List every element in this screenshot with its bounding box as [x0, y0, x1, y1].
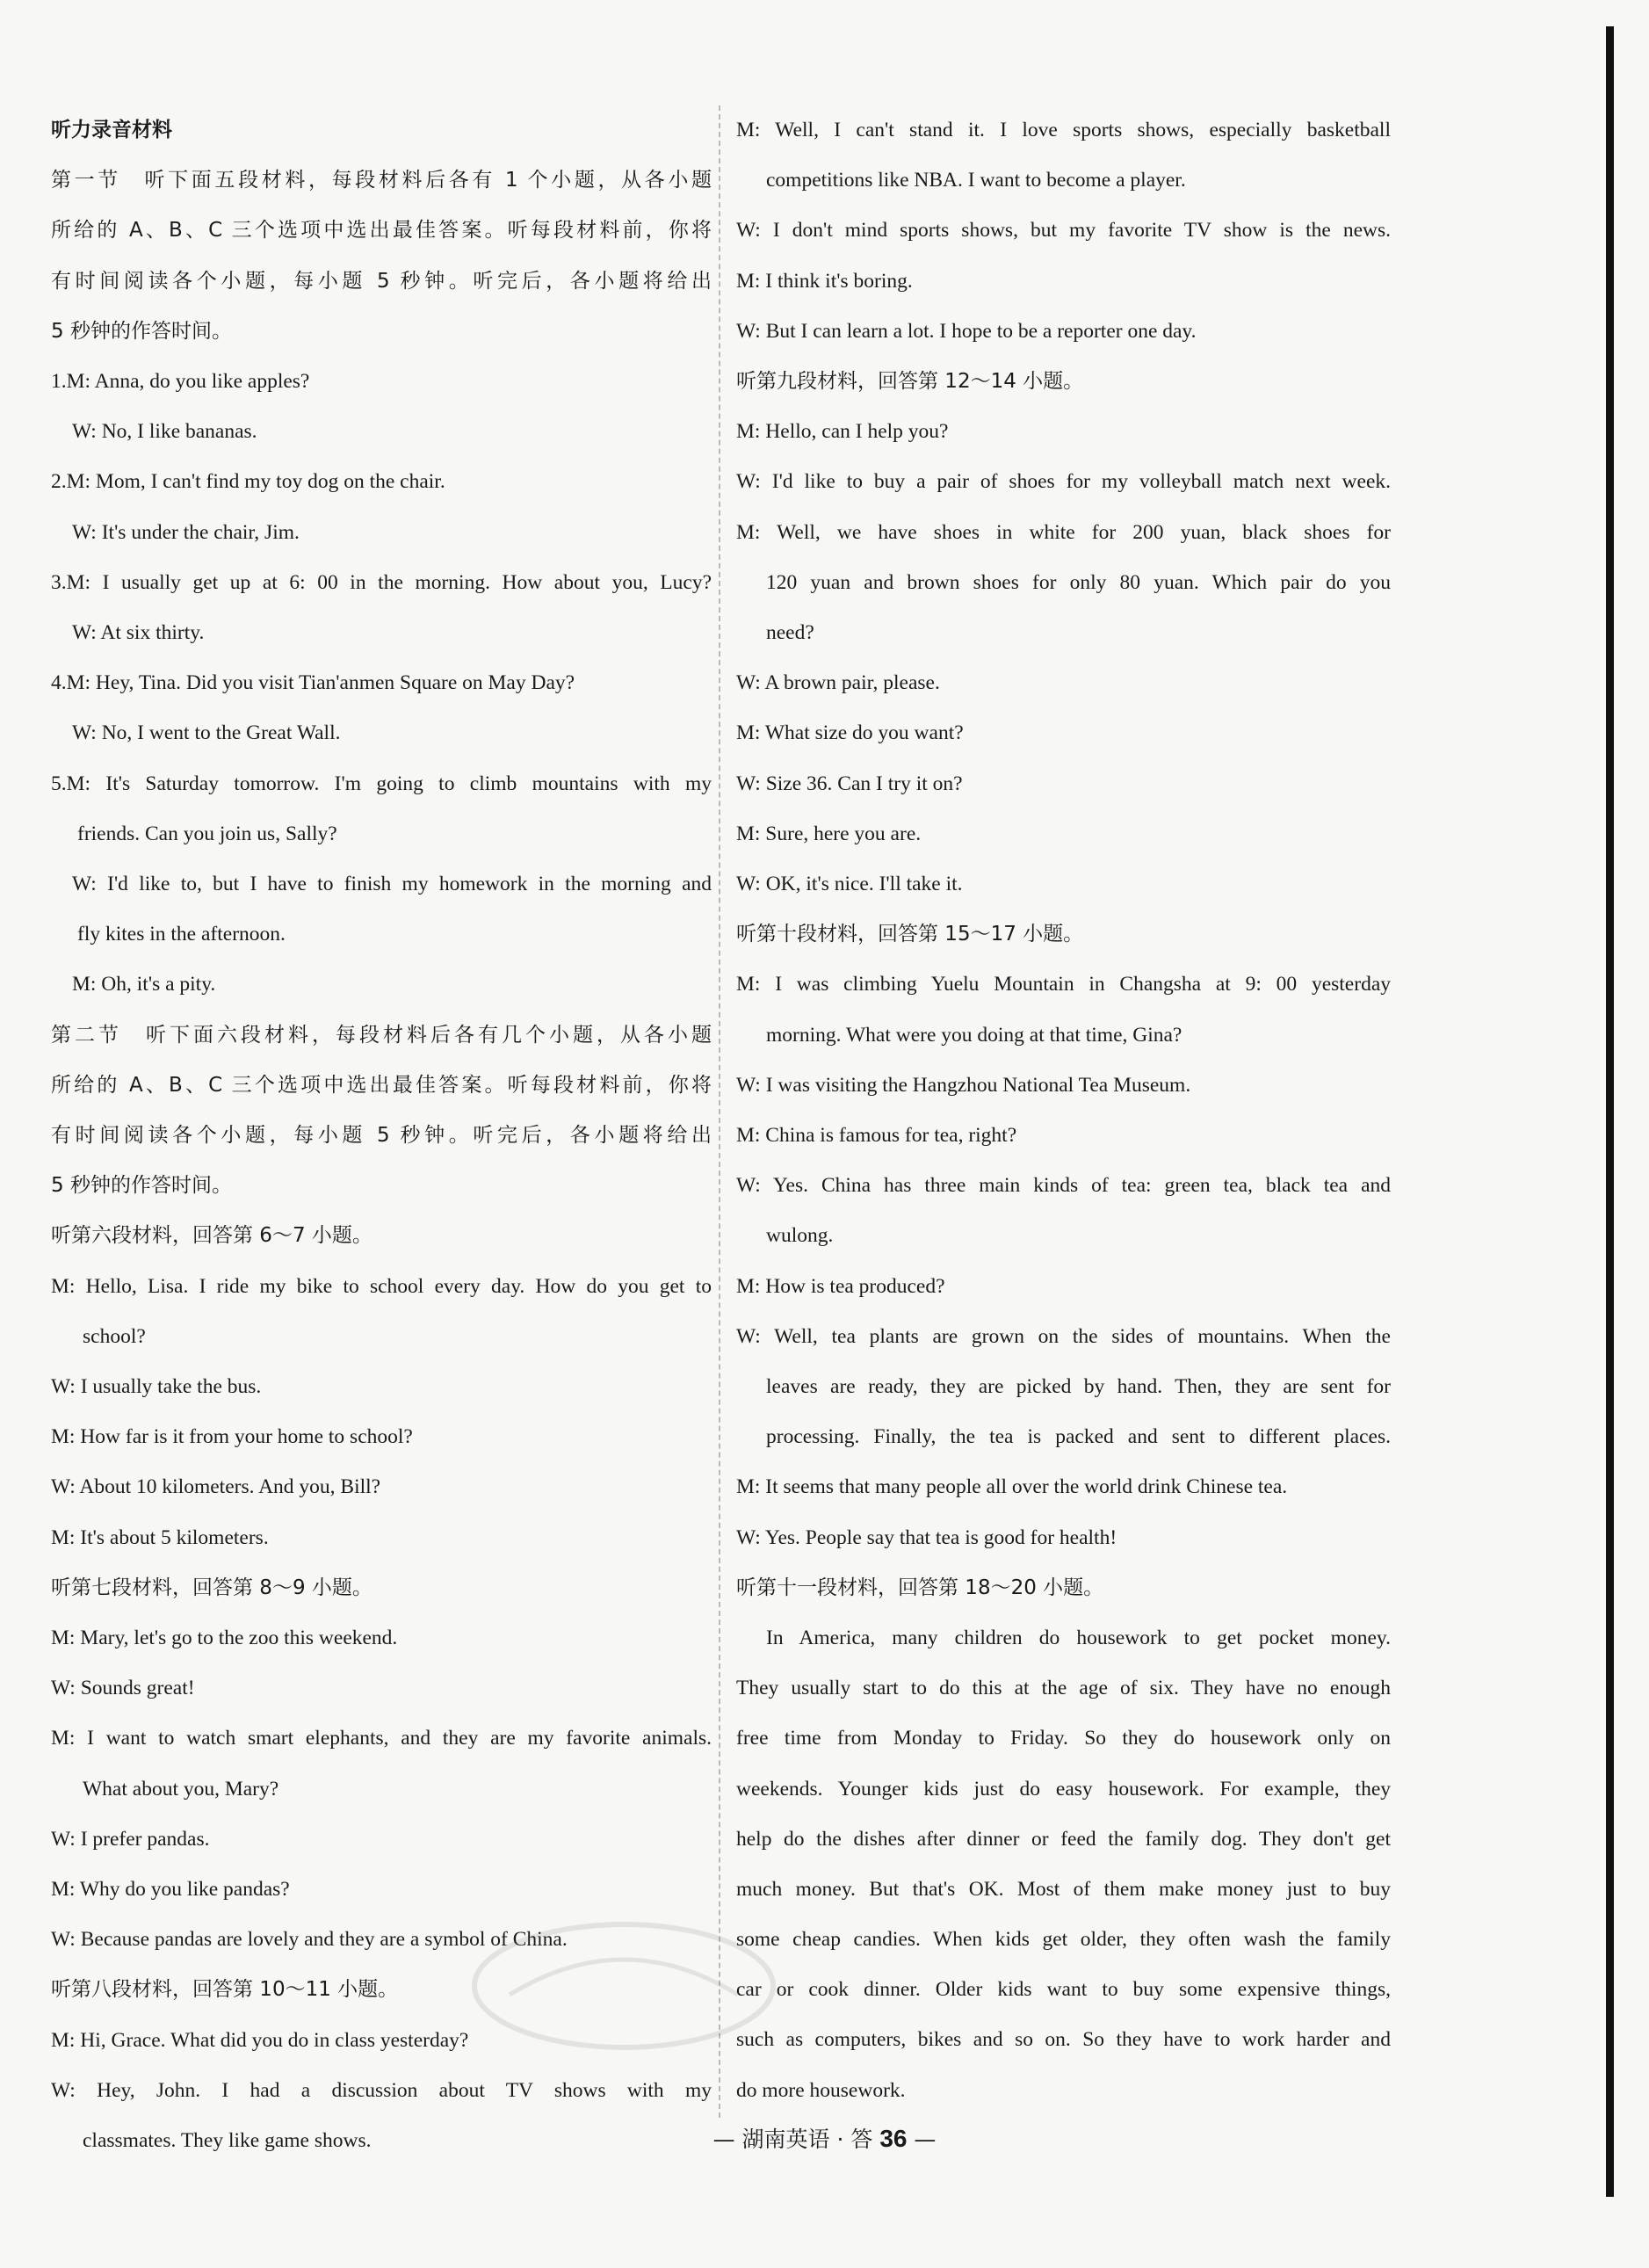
footer-label: — 湖南英语 · 答	[712, 2127, 873, 2152]
text-line: 听第七段材料，回答第 8～9 小题。	[51, 1576, 372, 1599]
text-line: W: Yes. People say that tea is good for health!	[736, 1525, 1117, 1549]
text-line: M: Why do you like pandas?	[51, 1877, 290, 1901]
text-line: 2.M: Mom, I can't find my toy dog on the chair.	[51, 470, 445, 494]
text-line: W: A brown pair, please.	[736, 671, 940, 695]
text-line: M: What size do you want?	[736, 721, 964, 745]
faint-stamp-mark	[457, 1907, 791, 2065]
text-line: W: Sounds great!	[51, 1677, 195, 1700]
text-line: 听力录音材料	[51, 119, 172, 141]
text-line: wulong.	[766, 1224, 834, 1248]
text-line: In America, many children do housework to get pocket money.	[766, 1626, 1391, 1649]
text-line: 3.M: I usually get up at 6: 00 in the morning. How about you, Lucy?	[51, 570, 712, 594]
text-line: do more housework.	[736, 2078, 906, 2102]
text-line: 有时间阅读各个小题，每小题 5 秒钟。听完后，各小题将给出	[51, 269, 712, 293]
text-line: They usually start to do this at the age of six. They have no enough	[736, 1677, 1391, 1700]
text-line: M: Well, I can't stand it. I love sports shows, especially basketball	[736, 119, 1391, 141]
text-line: W: No, I went to the Great Wall.	[72, 721, 341, 745]
text-line: W: Well, tea plants are grown on the sides of mountains. When the	[736, 1324, 1391, 1348]
text-line: 所给的 A、B、C 三个选项中选出最佳答案。听每段材料前，你将	[51, 219, 712, 243]
text-line: competitions like NBA. I want to become a player.	[766, 169, 1186, 192]
text-line: M: It's about 5 kilometers.	[51, 1525, 269, 1549]
text-line: What about you, Mary?	[83, 1777, 279, 1801]
text-line: M: I think it's boring.	[736, 269, 913, 293]
text-line: such as computers, bikes and so on. So they have to work harder and	[736, 2028, 1391, 2052]
text-line: W: About 10 kilometers. And you, Bill?	[51, 1475, 381, 1499]
scan-edge-bar	[1606, 26, 1614, 2197]
right-column	[736, 105, 1391, 2116]
text-line: W: No, I like bananas.	[72, 420, 257, 444]
text-line: help do the dishes after dinner or feed the family dog. They don't get	[736, 1827, 1391, 1851]
text-line: W: Hey, John. I had a discussion about TV shows with my	[51, 2078, 712, 2102]
text-line: 听第六段材料，回答第 6～7 小题。	[51, 1224, 372, 1248]
text-line: 5.M: It's Saturday tomorrow. I'm going to climb mountains with my	[51, 772, 712, 795]
text-line: car or cook dinner. Older kids want to buy some expensive things,	[736, 1978, 1391, 2002]
text-line: M: I want to watch smart elephants, and they are my favorite animals.	[51, 1727, 712, 1750]
text-line: W: I was visiting the Hangzhou National Tea Museum.	[736, 1073, 1191, 1097]
text-line: classmates. They like game shows.	[83, 2128, 372, 2152]
text-line: 听第九段材料，回答第 12～14 小题。	[736, 369, 1084, 393]
text-line: W: At six thirty.	[72, 620, 205, 644]
text-line: 第一节 听下面五段材料，每段材料后各有 1 个小题，从各小题	[51, 169, 712, 192]
text-line: M: How far is it from your home to school?	[51, 1425, 413, 1449]
column-divider	[719, 105, 720, 2118]
text-line: W: I usually take the bus.	[51, 1374, 262, 1398]
text-line: W: OK, it's nice. I'll take it.	[736, 872, 963, 895]
text-line: M: Mary, let's go to the zoo this weekend.	[51, 1626, 398, 1649]
text-line: friends. Can you join us, Sally?	[77, 822, 337, 845]
text-line: M: How is tea produced?	[736, 1274, 945, 1298]
text-line: W: Yes. China has three main kinds of tea: green tea, black tea and	[736, 1174, 1391, 1198]
footer-suffix: —	[914, 2127, 937, 2152]
text-line: need?	[766, 620, 814, 644]
text-line: W: Size 36. Can I try it on?	[736, 772, 963, 795]
text-line: W: But I can learn a lot. I hope to be a reporter one day.	[736, 319, 1197, 343]
text-line: 所给的 A、B、C 三个选项中选出最佳答案。听每段材料前，你将	[51, 1073, 712, 1097]
text-line: 4.M: Hey, Tina. Did you visit Tian'anmen Square on May Day?	[51, 671, 575, 695]
text-line: free time from Monday to Friday. So they do housework only on	[736, 1727, 1391, 1750]
text-line: W: Because pandas are lovely and they are a symbol of China.	[51, 1928, 568, 1952]
text-line: processing. Finally, the tea is packed and sent to different places.	[766, 1425, 1391, 1449]
text-line: M: China is famous for tea, right?	[736, 1123, 1017, 1147]
text-line: W: It's under the chair, Jim.	[72, 520, 300, 544]
text-line: 第二节 听下面六段材料，每段材料后各有几个小题，从各小题	[51, 1023, 712, 1047]
text-line: much money. But that's OK. Most of them make money just to buy	[736, 1877, 1391, 1901]
text-line: M: Hello, can I help you?	[736, 420, 949, 444]
text-line: W: I'd like to buy a pair of shoes for my volleyball match next week.	[736, 470, 1391, 494]
text-line: M: Hello, Lisa. I ride my bike to school every day. How do you get to	[51, 1274, 712, 1298]
text-line: 1.M: Anna, do you like apples?	[51, 369, 310, 393]
text-line: weekends. Younger kids just do easy housework. For example, they	[736, 1777, 1391, 1801]
text-line: M: I was climbing Yuelu Mountain in Changsha at 9: 00 yesterday	[736, 973, 1391, 996]
text-line: W: I prefer pandas.	[51, 1827, 210, 1851]
text-line: some cheap candies. When kids get older, they often wash the family	[736, 1928, 1391, 1952]
text-line: 听第十段材料，回答第 15～17 小题。	[736, 923, 1084, 946]
text-line: morning. What were you doing at that time, Gina?	[766, 1023, 1183, 1047]
page-number: 36	[879, 2125, 908, 2152]
page-footer	[0, 2122, 1649, 2154]
text-line: 5 秒钟的作答时间。	[51, 1174, 232, 1198]
text-line: school?	[83, 1324, 146, 1348]
text-line: 有时间阅读各个小题，每小题 5 秒钟。听完后，各小题将给出	[51, 1123, 712, 1147]
text-line: 5 秒钟的作答时间。	[51, 319, 232, 343]
left-column	[51, 105, 712, 2166]
text-line: M: Sure, here you are.	[736, 822, 922, 845]
text-line: W: I don't mind sports shows, but my favorite TV show is the news.	[736, 219, 1391, 243]
text-line: fly kites in the afternoon.	[77, 923, 286, 946]
text-line: M: Oh, it's a pity.	[72, 973, 216, 996]
text-line: 听第八段材料，回答第 10～11 小题。	[51, 1978, 399, 2002]
text-line: leaves are ready, they are picked by hand. Then, they are sent for	[766, 1374, 1391, 1398]
text-line: M: Well, we have shoes in white for 200 yuan, black shoes for	[736, 520, 1391, 544]
text-line: 听第十一段材料，回答第 18～20 小题。	[736, 1576, 1104, 1599]
text-line: W: I'd like to, but I have to finish my homework in the morning and	[72, 872, 712, 895]
text-line: M: Hi, Grace. What did you do in class yesterday?	[51, 2028, 469, 2052]
text-line: M: It seems that many people all over the world drink Chinese tea.	[736, 1475, 1288, 1499]
text-line: 120 yuan and brown shoes for only 80 yuan. Which pair do you	[766, 570, 1391, 594]
